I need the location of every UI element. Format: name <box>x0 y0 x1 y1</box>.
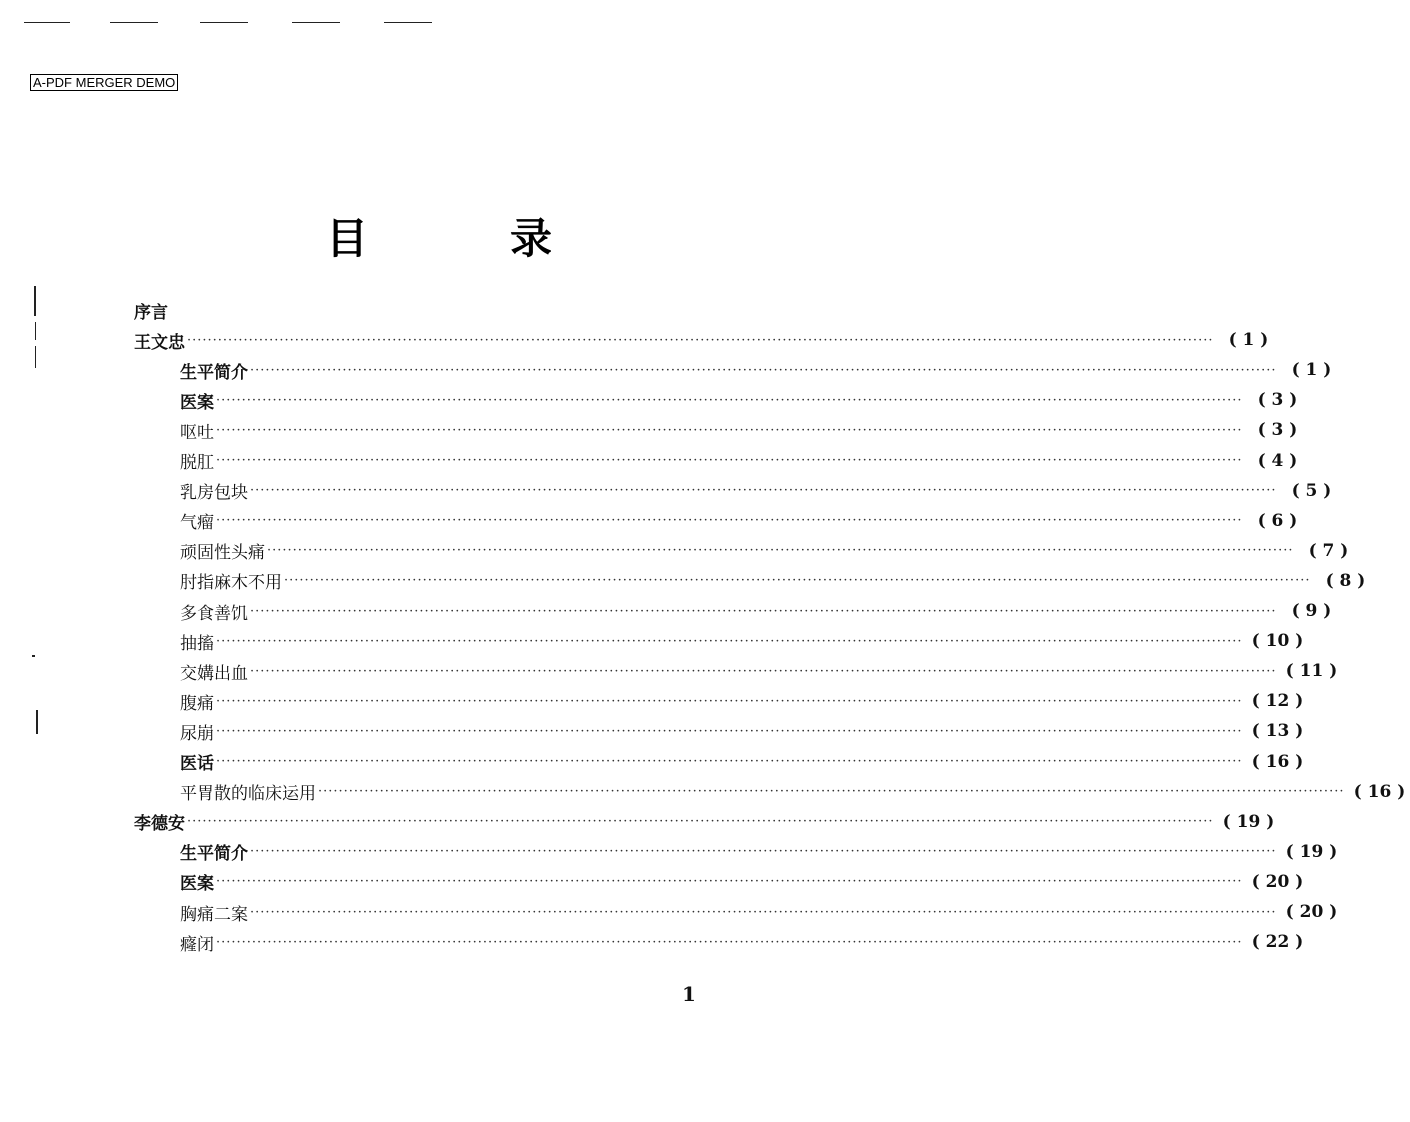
toc-entry-page: ( 3 ) <box>1257 420 1298 441</box>
toc-entry-page: ( 20 ) <box>1285 902 1338 922</box>
toc-entry <box>134 325 1269 355</box>
toc-entry-label: 生平简介 <box>180 844 248 865</box>
toc-dot-leader: ········································································································································································································ <box>216 633 1243 649</box>
toc-entry <box>180 927 1304 957</box>
toc-dot-leader: ········································································································································································································ <box>216 422 1243 438</box>
toc-entry-label: 平胃散的临床运用 <box>180 784 316 805</box>
toc-entry-label: 气瘤 <box>180 513 214 534</box>
toc-entry-page: ( 20 ) <box>1251 871 1304 892</box>
toc-entry-label: 胸痛二案 <box>180 904 248 925</box>
toc-entry <box>180 536 1349 566</box>
toc-entry <box>180 446 1298 476</box>
toc-dot-leader: ········································································································································································································ <box>187 814 1214 830</box>
toc-dot-leader: ········································································································································································································ <box>187 332 1214 348</box>
toc-dot-leader: ········································································································································································································ <box>216 754 1243 769</box>
toc-entry-page: ( 19 ) <box>1285 841 1338 862</box>
toc-entry <box>180 626 1304 656</box>
toc-entry <box>180 415 1298 445</box>
toc-entry-page: ( 13 ) <box>1251 721 1304 742</box>
watermark-label: A-PDF MERGER DEMO <box>30 74 178 91</box>
toc-entry <box>180 716 1304 746</box>
toc-entry <box>180 686 1304 716</box>
toc-dot-leader: ········································································································································································································ <box>250 603 1277 619</box>
toc-dot-leader: ········································································································································································································ <box>250 844 1277 860</box>
toc-entry-page: ( 12 ) <box>1251 691 1304 712</box>
toc-entry <box>134 807 1275 837</box>
toc-entry <box>180 837 1338 867</box>
toc-entry-label: 医案 <box>180 874 214 895</box>
toc-entry <box>180 385 1298 415</box>
toc-dot-leader: ········································································································································································································ <box>216 513 1243 529</box>
toc-dot-leader: ········································································································································································································ <box>250 904 1277 920</box>
toc-entry <box>180 355 1332 385</box>
toc-entry-page: ( 22 ) <box>1251 932 1304 953</box>
toc-dot-leader: ········································································································································································································ <box>267 543 1294 559</box>
toc-entry-label: 交媾出血 <box>180 663 248 684</box>
toc-entry-page: ( 8 ) <box>1325 570 1366 591</box>
toc-dot-leader: ········································································································································································································ <box>216 453 1243 468</box>
toc-dot-leader: ········································································································································································································ <box>216 934 1243 950</box>
toc-dot-leader: ········································································································································································································ <box>250 483 1277 499</box>
toc-entry <box>180 747 1304 777</box>
toc-entry-label: 尿崩 <box>180 723 214 744</box>
toc-entry <box>180 867 1304 897</box>
toc-entry-page: ( 1 ) <box>1291 360 1332 381</box>
toc-entry-page: ( 16 ) <box>1353 781 1406 802</box>
toc-entry-page: ( 4 ) <box>1257 450 1298 471</box>
toc-dot-leader: ········································································································································································································ <box>250 663 1277 679</box>
toc-entry-page: ( 10 ) <box>1251 631 1304 652</box>
toc-dot-leader: ········································································································································································································ <box>216 874 1243 890</box>
toc-entry-label: 肘指麻木不用 <box>180 573 282 594</box>
toc-dot-leader: ········································································································································································································ <box>216 693 1243 709</box>
title-char-2: 录 <box>510 214 553 263</box>
toc-dot-leader: ········································································································································································································ <box>250 362 1277 378</box>
toc-entry-page: ( 19 ) <box>1222 811 1275 832</box>
toc-entry-label: 癃闭 <box>180 934 214 955</box>
toc-entry <box>180 897 1338 927</box>
toc-entry-label: 序言 <box>134 302 168 323</box>
title-char-1: 目 <box>326 214 369 263</box>
toc-entry-label: 呕吐 <box>180 422 214 443</box>
toc-entry-page: ( 1 ) <box>1228 330 1269 351</box>
toc-dot-leader: ········································································································································································································ <box>318 784 1345 800</box>
toc-entry <box>180 476 1332 506</box>
toc-entry-label: 王文忠 <box>134 332 185 353</box>
toc-entry-page: ( 6 ) <box>1257 510 1298 531</box>
toc-entry <box>180 506 1298 536</box>
toc-entry <box>134 295 746 325</box>
toc-entry <box>180 596 1332 626</box>
toc-entry-label: 医案 <box>180 392 214 413</box>
toc-dot-leader: ········································································································································································································ <box>216 723 1243 739</box>
toc-entry-label: 乳房包块 <box>180 483 248 504</box>
toc-dot-leader: ········································································································································································································ <box>284 573 1311 589</box>
toc-entry <box>180 566 1366 596</box>
toc-entry-label: 医话 <box>180 754 214 774</box>
toc-entry-page: ( 9 ) <box>1291 601 1332 621</box>
toc-entry-label: 抽搐 <box>180 633 214 654</box>
toc-entry <box>180 777 1406 807</box>
toc-entry-page: ( 5 ) <box>1291 480 1332 501</box>
toc-entry-page: ( 7 ) <box>1308 540 1349 561</box>
toc-entry-label: 腹痛 <box>180 693 214 714</box>
toc-entry-page: ( 16 ) <box>1251 751 1304 772</box>
toc-entry-label: 脱肛 <box>180 453 214 473</box>
page-number: 1 <box>682 982 696 1006</box>
toc-entry-label: 生平简介 <box>180 362 248 383</box>
toc-dot-leader: ········································································································································································································ <box>216 392 1243 408</box>
toc-entry-page: ( 3 ) <box>1257 390 1298 411</box>
toc-entry-label: 多食善饥 <box>180 603 248 624</box>
toc-entry-label: 顽固性头痛 <box>180 543 265 564</box>
toc-entry <box>180 656 1338 686</box>
toc-entry-page: ( 11 ) <box>1285 661 1338 682</box>
toc-entry-label: 李德安 <box>134 814 185 835</box>
